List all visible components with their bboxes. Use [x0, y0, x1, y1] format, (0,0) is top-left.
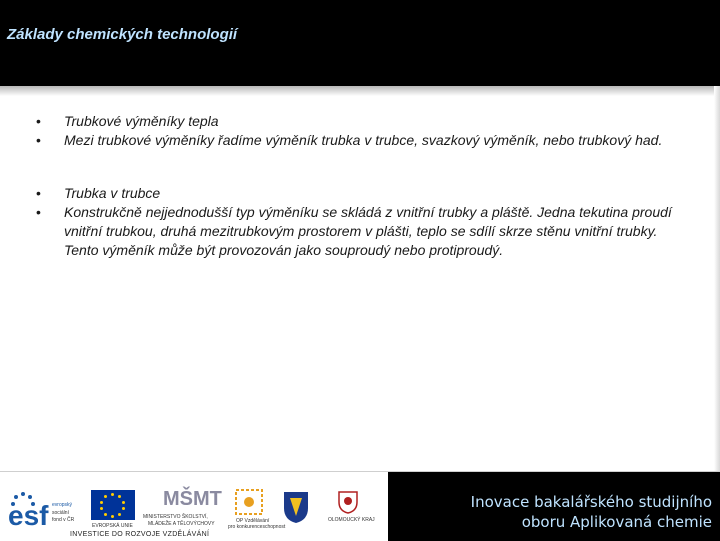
- msmt-logo: MŠMT: [163, 488, 222, 510]
- bullet-heading: Trubkové výměníky tepla: [64, 113, 219, 129]
- university-shield-icon: [282, 490, 310, 524]
- esf-logo: [8, 490, 88, 530]
- esf-text-1: evropský: [52, 502, 73, 508]
- footer: [0, 471, 720, 541]
- eu-text: EVROPSKÁ UNIE: [92, 523, 133, 529]
- bullet-item: [28, 131, 688, 150]
- eu-flag-icon: [91, 490, 135, 520]
- right-edge-shadow: [714, 86, 720, 471]
- footer-band: [388, 472, 720, 541]
- esf-text-3: fond v ČR: [52, 517, 75, 523]
- header-shadow: [0, 86, 720, 96]
- msmt-text-1: MINISTERSTVO ŠKOLSTVÍ,: [143, 514, 208, 520]
- bullet-item: [28, 184, 688, 203]
- bullet-item: [28, 112, 688, 131]
- slide-title: Základy chemických technologií: [7, 26, 238, 43]
- bullet-text: Konstrukčně nejjednodušší typ výměníku se skládá z vnitřní trubky a pláště. Jedna tekutina proudí vnitřní trubkou, druhá mezitrubkovým prostorem v plášti, teplo se sdílí skrze stěnu vnitřní trubky. Tento výměník může být provozován jako souproudý nebo protiproudý.: [64, 204, 672, 258]
- bullet-text: Mezi trubkové výměníky řadíme výměník trubka v trubce, svazkový výměník, nebo trubkový had.: [64, 132, 663, 148]
- bullet-icon: •: [36, 185, 41, 201]
- project-title-line-2: oboru Aplikovaná chemie: [521, 513, 712, 531]
- op-vk-logo-icon: [234, 488, 264, 516]
- bullet-icon: •: [36, 132, 41, 148]
- bullet-icon: •: [36, 113, 41, 129]
- op-text-1: OP Vzdělávání: [236, 518, 270, 524]
- bullet-heading: Trubka v trubce: [64, 185, 161, 201]
- logo-strip: [0, 472, 388, 541]
- msmt-text-2: MLÁDEŽE A TĚLOVÝCHOVY: [148, 521, 215, 527]
- project-title: [471, 492, 712, 532]
- region-crest-icon: [337, 490, 359, 514]
- esf-text-2: sociální: [52, 510, 69, 516]
- region-text: OLOMOUCKÝ KRAJ: [328, 517, 375, 523]
- header-bar: [0, 0, 720, 86]
- bullet-item: [28, 203, 688, 260]
- project-title-line-1: Inovace bakalářského studijního: [470, 493, 712, 511]
- op-text-2: pro konkurenceschopnost: [228, 524, 286, 530]
- slide-content: [28, 108, 688, 260]
- bullet-icon: •: [36, 204, 41, 220]
- esf-wordmark: esf: [8, 500, 49, 531]
- investment-tagline: INVESTICE DO ROZVOJE VZDĚLÁVÁNÍ: [70, 531, 210, 538]
